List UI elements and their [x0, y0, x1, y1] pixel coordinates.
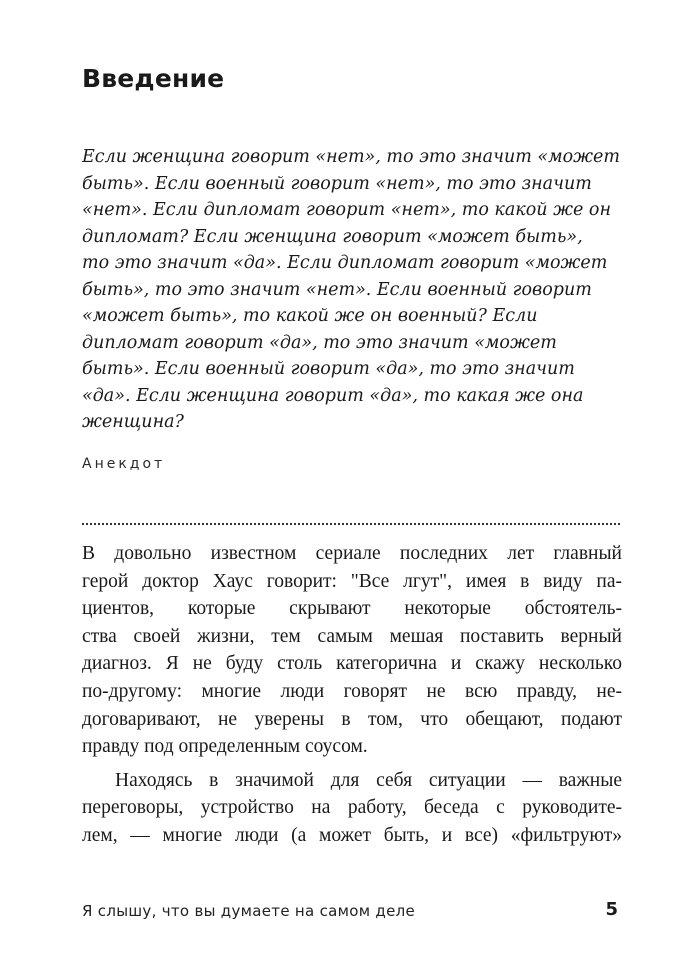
epigraph-line: дипломат? Если женщина говорит «может быть», — [82, 226, 583, 247]
epigraph-line: женщина? — [82, 412, 184, 432]
epigraph-source: Анекдот — [82, 456, 166, 472]
epigraph-line: быть», то это значит «нет». Если военный говорит — [82, 279, 592, 300]
body-line: правду под определенным соусом. — [82, 736, 368, 758]
epigraph-line: «нет». Если дипломат говорит «нет», то какой же он — [82, 200, 611, 220]
body-line: В довольно известном сериале последних лет главный — [82, 543, 622, 564]
epigraph-line: «да». Если женщина говорит «да», то какая же она — [82, 385, 584, 406]
chapter-title: Введение — [82, 64, 225, 93]
body-line: переговоры, устройство на работу, беседа с руководите- — [82, 797, 622, 819]
epigraph-line: быть». Если военный говорит «нет», то это значит — [82, 173, 592, 194]
epigraph-line: Если женщина говорит «нет», то это значит «может — [82, 147, 620, 167]
body-line: ства своей жизни, тем самым мешая поставить верный — [82, 625, 622, 647]
body-line: Находясь в значимой для себя ситуации — важные — [115, 769, 622, 791]
body-line: герой доктор Хаус говорит: "Все лгут", имея в виду па- — [82, 570, 622, 592]
running-footer-title: Я слышу, что вы думаете на самом деле — [82, 902, 416, 920]
epigraph-line: дипломат говорит «да», то это значит «может — [82, 332, 557, 353]
body-text — [82, 540, 622, 850]
epigraph-line: «может быть», то какой же он военный? Если — [82, 306, 538, 326]
epigraph-line: быть». Если военный говорит «да», то это значит — [82, 359, 575, 379]
body-line: по-другому: многие люди говорят не всю правду, не- — [82, 680, 622, 702]
paragraph — [82, 767, 622, 850]
dotted-divider — [82, 523, 620, 525]
epigraph — [82, 144, 642, 436]
body-line: договаривают, не уверены в том, что обещают, подают — [82, 708, 622, 730]
paragraph — [82, 540, 622, 761]
body-line: диагноз. Я не буду столь категорична и скажу несколько — [82, 653, 622, 675]
page-number: 5 — [605, 899, 618, 920]
epigraph-line: то это значит «да». Если дипломат говорит «может — [82, 253, 608, 273]
body-line: циентов, которые скрывают некоторые обстоятель- — [82, 598, 622, 620]
body-line: лем, — многие люди (а может быть, и все) «фильтруют» — [82, 824, 622, 846]
